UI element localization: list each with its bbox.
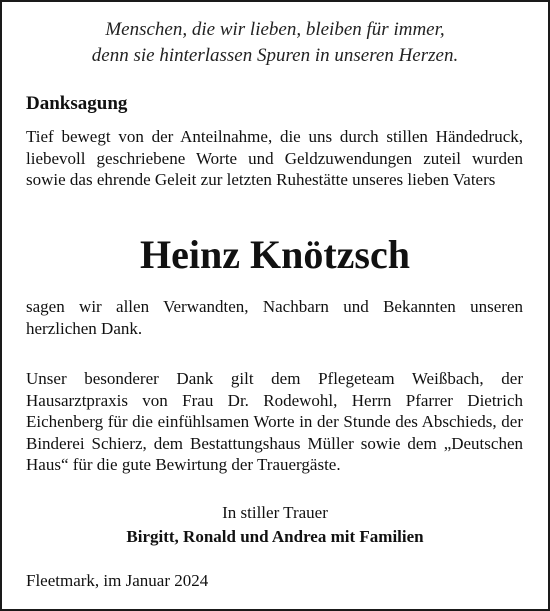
- deceased-name: Heinz Knötzsch: [140, 232, 410, 277]
- paragraph-thanks: sagen wir allen Verwandten, Nachbarn und Bekannten unseren herzlichen Dank.: [26, 297, 523, 338]
- motto-quote: [0, 17, 550, 69]
- paragraph-intro: Tief bewegt von der Anteilnahme, die uns durch stillen Händedruck, liebevoll geschriebene Worte und Geldzuwendungen zuteil wurden sowie das ehrende Geleit zur letzten Ruhestätte unseres lieben Vaters: [26, 127, 523, 189]
- place-date: Fleetmark, im Januar 2024: [26, 571, 209, 590]
- family-signature: Birgitt, Ronald und Andrea mit Familien: [126, 527, 424, 546]
- motto-line-1: Menschen, die wir lieben, bleiben für immer,: [105, 19, 445, 40]
- paragraph-special-thanks: Unser besonderer Dank gilt dem Pflegeteam Weißbach, der Hausarztpraxis von Frau Dr. Rodewohl, Herrn Pfarrer Dietrich Eichenberg für die einfühlsamen Worte in der Stunde des Abschieds, der Binderei Schierz, dem Bestattungshaus Müller sowie dem „Deutschen Haus“ für die gute Bewirtung der Trauergäste.: [26, 369, 523, 474]
- mourning-line: In stiller Trauer: [222, 503, 328, 522]
- motto-line-2: denn sie hinterlassen Spuren in unseren Herzen.: [91, 45, 459, 66]
- heading-danksagung: Danksagung: [26, 93, 128, 114]
